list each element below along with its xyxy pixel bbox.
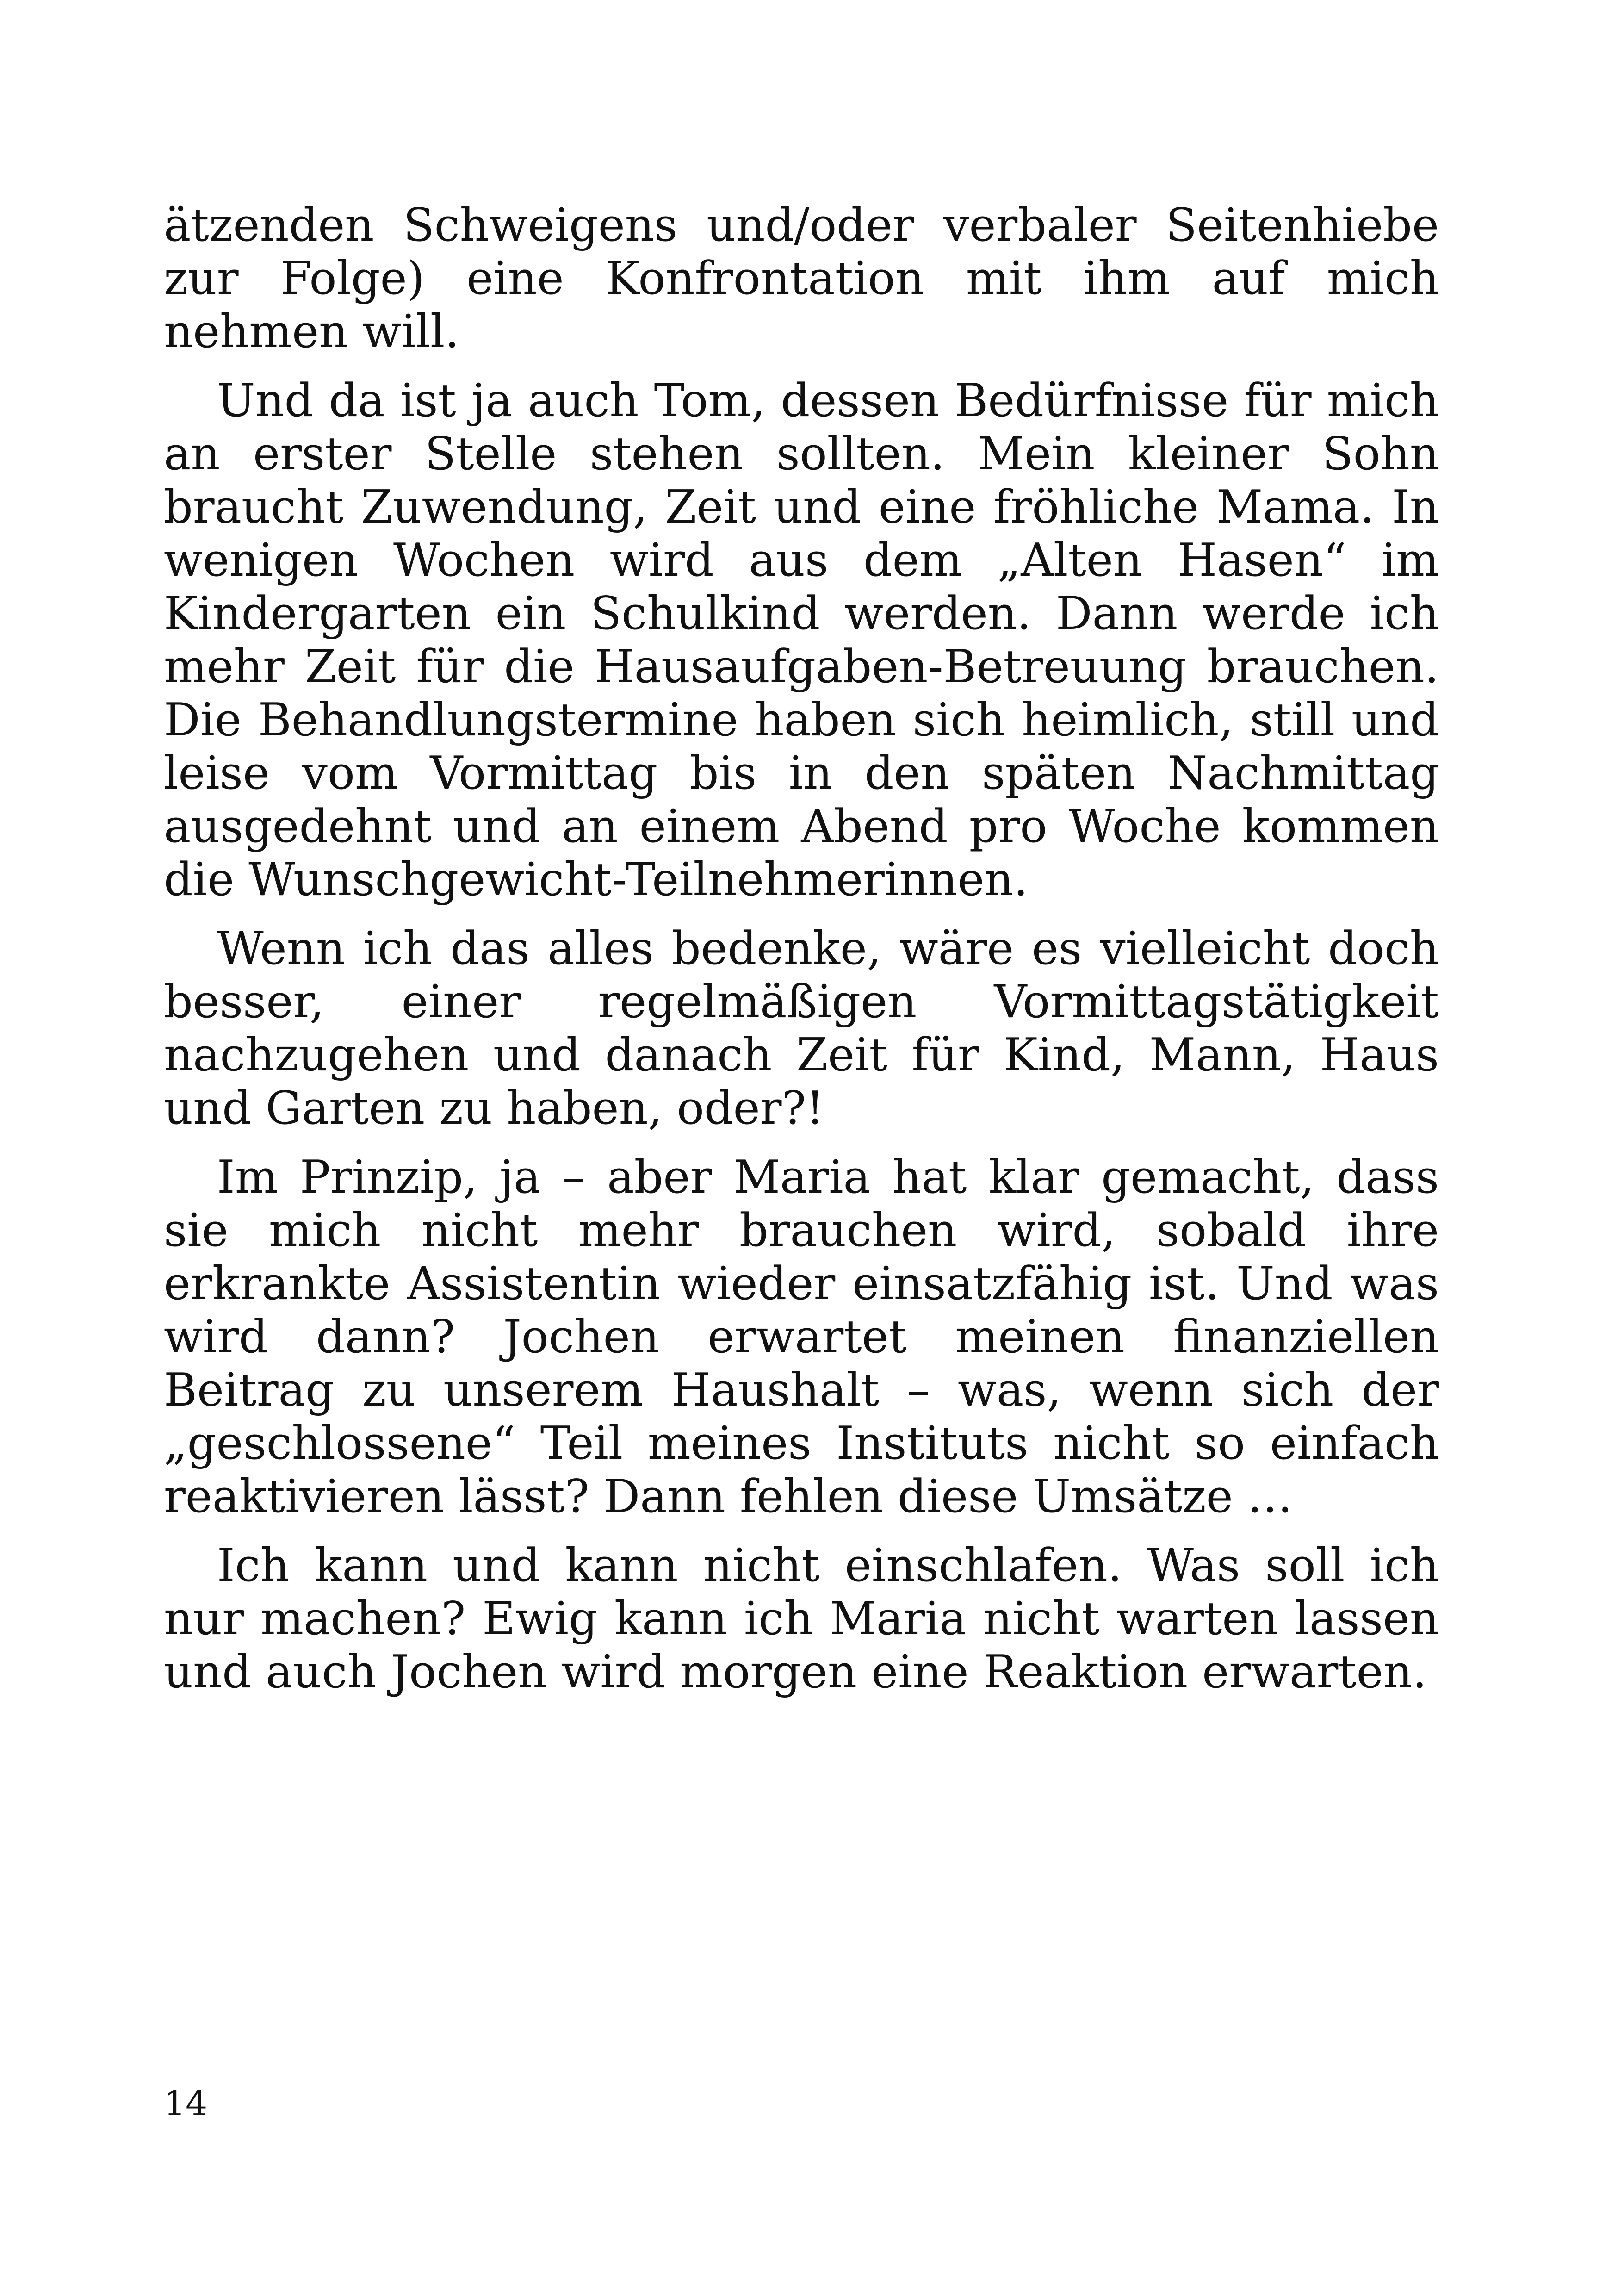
paragraph-1: ätzenden Schweigens und/oder verbaler Seitenhiebe zur Folge) eine Konfrontation mit ihm auf mich nehmen will.	[164, 199, 1439, 358]
paragraph-3: Wenn ich das alles bedenke, wäre es vielleicht doch besser, einer regelmäßigen Vormittagstätigkeit nachzugehen und danach Zeit für Kind, Mann, Haus und Garten zu haben, oder?!	[164, 922, 1439, 1135]
page-number: 14	[164, 2084, 208, 2123]
paragraph-5: Ich kann und kann nicht einschlafen. Was soll ich nur machen? Ewig kann ich Maria nicht warten lassen und auch Jochen wird morgen eine Reaktion erwarten.	[164, 1539, 1439, 1699]
paragraph-2: Und da ist ja auch Tom, dessen Bedürfnisse für mich an erster Stelle stehen sollten. Mein kleiner Sohn braucht Zuwendung, Zeit und eine fröhliche Mama. In wenigen Wochen wird aus dem „Alten Hasen“ im Kindergarten ein Schulkind werden. Dann werde ich mehr Zeit für die Hausaufgaben-Betreuung brauchen. Die Behandlungstermine haben sich heimlich, still und leise vom Vormittag bis in den späten Nachmittag ausgedehnt und an einem Abend pro Woche kommen die Wunschgewicht-Teilnehmerinnen.	[164, 374, 1439, 906]
paragraph-4: Im Prinzip, ja – aber Maria hat klar gemacht, dass sie mich nicht mehr brauchen wird, sobald ihre erkrankte Assistentin wieder einsatzfähig ist. Und was wird dann? Jochen erwartet meinen finanziellen Beitrag zu unserem Haushalt – was, wenn sich der „geschlossene“ Teil meines Instituts nicht so einfach reaktivieren lässt? Dann fehlen diese Umsätze …	[164, 1151, 1439, 1523]
body-text	[164, 199, 1439, 1715]
